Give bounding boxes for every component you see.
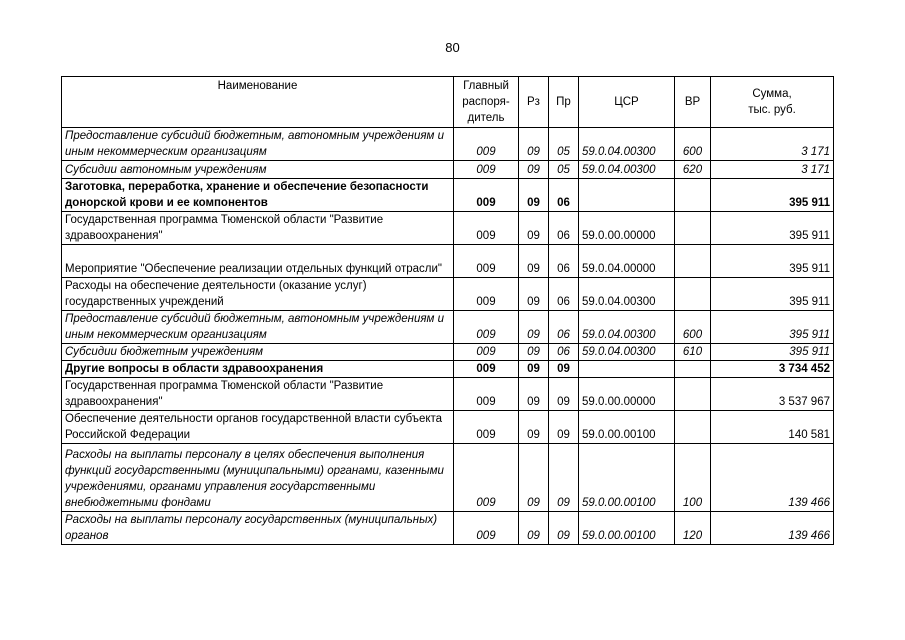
table-header-row [62, 77, 834, 128]
cell-name: Мероприятие "Обеспечение реализации отдельных функций отрасли" [62, 245, 454, 278]
table-row [62, 411, 834, 444]
cell-main-manager: 009 [454, 128, 519, 161]
cell-sum: 395 911 [711, 179, 834, 212]
cell-vr: 620 [675, 161, 711, 179]
cell-rz: 09 [519, 378, 549, 411]
cell-main-manager: 009 [454, 512, 519, 545]
cell-csr: 59.0.00.00000 [579, 212, 675, 245]
cell-pr: 06 [549, 311, 579, 344]
cell-rz: 09 [519, 311, 549, 344]
cell-csr: 59.0.04.00300 [579, 128, 675, 161]
cell-main-manager: 009 [454, 245, 519, 278]
cell-rz: 09 [519, 179, 549, 212]
cell-pr: 06 [549, 245, 579, 278]
cell-pr: 09 [549, 444, 579, 512]
table-row [62, 361, 834, 378]
cell-vr [675, 361, 711, 378]
cell-pr: 06 [549, 278, 579, 311]
cell-main-manager: 009 [454, 344, 519, 361]
table-row [62, 245, 834, 278]
cell-pr: 09 [549, 411, 579, 444]
cell-main-manager: 009 [454, 378, 519, 411]
cell-name: Обеспечение деятельности органов государственной власти субъекта Российской Федерации [62, 411, 454, 444]
header-rz: Рз [519, 77, 549, 128]
cell-csr: 59.0.00.00100 [579, 512, 675, 545]
cell-rz: 09 [519, 411, 549, 444]
cell-name: Расходы на обеспечение деятельности (оказание услуг) государственных учреждений [62, 278, 454, 311]
cell-csr: 59.0.00.00100 [579, 411, 675, 444]
table-row [62, 311, 834, 344]
cell-vr [675, 179, 711, 212]
cell-csr [579, 179, 675, 212]
cell-rz: 09 [519, 278, 549, 311]
cell-pr: 06 [549, 179, 579, 212]
cell-rz: 09 [519, 444, 549, 512]
cell-name: Заготовка, переработка, хранение и обеспечение безопасности донорской крови и ее компонентов [62, 179, 454, 212]
cell-csr: 59.0.04.00300 [579, 344, 675, 361]
table-row [62, 344, 834, 361]
table-body [62, 128, 834, 545]
cell-name: Предоставление субсидий бюджетным, автономным учреждениям и иным некоммерческим организациям [62, 128, 454, 161]
header-sum: Сумма, тыс. руб. [711, 77, 834, 128]
header-csr: ЦСР [579, 77, 675, 128]
cell-sum: 3 171 [711, 128, 834, 161]
cell-vr [675, 411, 711, 444]
cell-csr: 59.0.04.00300 [579, 161, 675, 179]
cell-vr: 610 [675, 344, 711, 361]
cell-sum: 395 911 [711, 278, 834, 311]
cell-rz: 09 [519, 512, 549, 545]
cell-sum: 139 466 [711, 444, 834, 512]
cell-vr [675, 212, 711, 245]
cell-rz: 09 [519, 245, 549, 278]
cell-vr: 120 [675, 512, 711, 545]
table-row [62, 128, 834, 161]
cell-vr: 600 [675, 311, 711, 344]
cell-sum: 395 911 [711, 245, 834, 278]
cell-rz: 09 [519, 361, 549, 378]
cell-rz: 09 [519, 344, 549, 361]
cell-name: Субсидии автономным учреждениям [62, 161, 454, 179]
cell-csr: 59.0.04.00000 [579, 245, 675, 278]
cell-main-manager: 009 [454, 361, 519, 378]
cell-sum: 3 537 967 [711, 378, 834, 411]
budget-table [61, 76, 834, 545]
table-row [62, 179, 834, 212]
cell-main-manager: 009 [454, 212, 519, 245]
cell-main-manager: 009 [454, 278, 519, 311]
cell-sum: 395 911 [711, 311, 834, 344]
cell-pr: 05 [549, 128, 579, 161]
cell-vr: 600 [675, 128, 711, 161]
cell-pr: 09 [549, 378, 579, 411]
cell-main-manager: 009 [454, 411, 519, 444]
cell-sum: 3 734 452 [711, 361, 834, 378]
cell-pr: 06 [549, 212, 579, 245]
cell-sum: 395 911 [711, 212, 834, 245]
cell-sum: 3 171 [711, 161, 834, 179]
cell-csr [579, 361, 675, 378]
cell-pr: 09 [549, 512, 579, 545]
header-pr: Пр [549, 77, 579, 128]
cell-name: Предоставление субсидий бюджетным, автономным учреждениям и иным некоммерческим организациям [62, 311, 454, 344]
cell-name: Расходы на выплаты персоналу в целях обеспечения выполнения функций государственными (муниципальными) органами, казенными учреждениями, органами управления государственными внебюджетными фондами [62, 444, 454, 512]
cell-vr [675, 378, 711, 411]
cell-main-manager: 009 [454, 179, 519, 212]
cell-vr [675, 278, 711, 311]
cell-name: Государственная программа Тюменской области "Развитие здравоохранения" [62, 378, 454, 411]
cell-sum: 139 466 [711, 512, 834, 545]
cell-csr: 59.0.00.00100 [579, 444, 675, 512]
cell-csr: 59.0.00.00000 [579, 378, 675, 411]
table-row [62, 512, 834, 545]
cell-vr [675, 245, 711, 278]
cell-name: Субсидии бюджетным учреждениям [62, 344, 454, 361]
cell-pr: 06 [549, 344, 579, 361]
cell-rz: 09 [519, 212, 549, 245]
cell-csr: 59.0.04.00300 [579, 278, 675, 311]
table-row [62, 444, 834, 512]
cell-sum: 395 911 [711, 344, 834, 361]
header-vr: ВР [675, 77, 711, 128]
cell-pr: 05 [549, 161, 579, 179]
table-row [62, 278, 834, 311]
cell-name: Государственная программа Тюменской области "Развитие здравоохранения" [62, 212, 454, 245]
cell-vr: 100 [675, 444, 711, 512]
cell-pr: 09 [549, 361, 579, 378]
header-main-manager: Главный распоря- дитель [454, 77, 519, 128]
header-name: Наименование [62, 77, 454, 128]
cell-main-manager: 009 [454, 161, 519, 179]
cell-sum: 140 581 [711, 411, 834, 444]
table-row [62, 378, 834, 411]
table-row [62, 212, 834, 245]
cell-name: Другие вопросы в области здравоохранения [62, 361, 454, 378]
cell-rz: 09 [519, 128, 549, 161]
cell-main-manager: 009 [454, 444, 519, 512]
page-number: 80 [445, 40, 460, 55]
cell-csr: 59.0.04.00300 [579, 311, 675, 344]
cell-main-manager: 009 [454, 311, 519, 344]
cell-name: Расходы на выплаты персоналу государственных (муниципальных) органов [62, 512, 454, 545]
table-row [62, 161, 834, 179]
cell-rz: 09 [519, 161, 549, 179]
